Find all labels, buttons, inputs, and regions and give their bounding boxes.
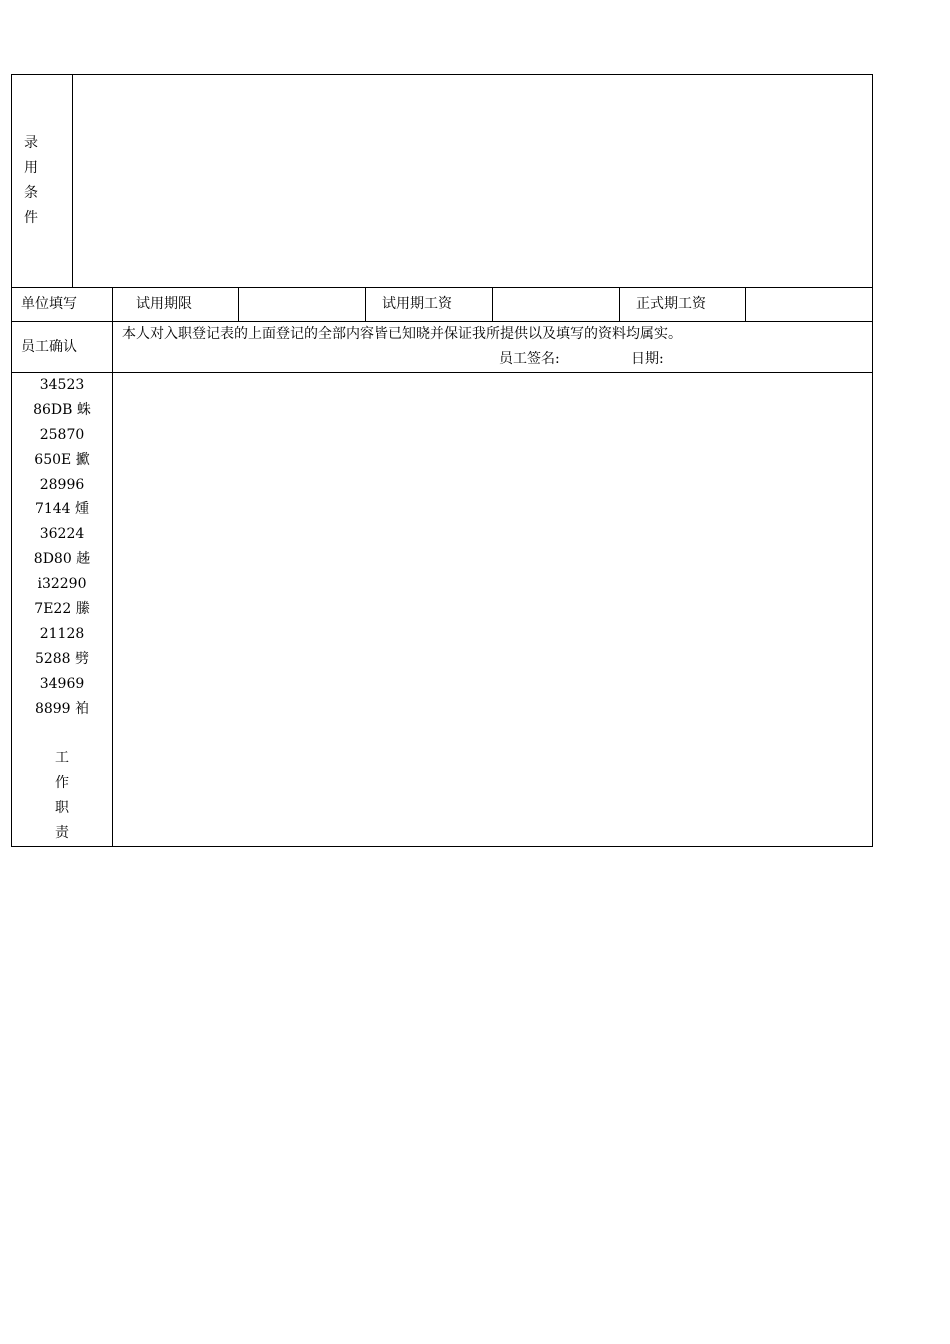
code-text: 36224 bbox=[39, 526, 85, 543]
code-text: 21128 bbox=[39, 625, 85, 642]
code-text: 7E22 縢 bbox=[34, 601, 90, 618]
col-divider bbox=[365, 287, 366, 321]
code-text: i32290 bbox=[37, 576, 87, 593]
code-text: 5288 劈 bbox=[34, 650, 90, 667]
hiring-conditions-field[interactable] bbox=[73, 75, 872, 286]
row-divider-1 bbox=[11, 287, 873, 288]
job-duties-char: 职 bbox=[55, 800, 69, 817]
probation-period-field[interactable] bbox=[240, 289, 364, 320]
col-divider bbox=[492, 287, 493, 321]
employee-confirm-label: 员工确认 bbox=[21, 339, 77, 355]
confirmation-statement: 本人对入职登记表的上面登记的全部内容皆已知晓并保证我所提供以及填写的资料均属实。 bbox=[122, 326, 682, 342]
code-text: 86DB 蛛 bbox=[33, 401, 91, 418]
job-duties-char: 工 bbox=[55, 750, 69, 767]
hiring-conditions-char: 条 bbox=[24, 185, 38, 201]
row-divider-3 bbox=[11, 372, 873, 373]
probation-salary-field[interactable] bbox=[494, 289, 618, 320]
probation-period-label: 试用期限 bbox=[136, 296, 192, 312]
col-divider bbox=[745, 287, 746, 321]
col-divider bbox=[619, 287, 620, 321]
signature-label: 员工签名: bbox=[499, 351, 560, 367]
row-divider-2 bbox=[11, 321, 873, 322]
code-text: 25870 bbox=[39, 426, 85, 443]
code-text: 8D80 趀 bbox=[33, 551, 91, 568]
date-label: 日期: bbox=[631, 351, 664, 367]
job-duties-label-column bbox=[12, 373, 112, 846]
code-text: 650E 擨 bbox=[34, 451, 90, 468]
code-text: 28996 bbox=[39, 476, 85, 493]
code-text: 34969 bbox=[39, 675, 85, 692]
job-duties-char: 责 bbox=[55, 825, 69, 842]
hiring-conditions-char: 用 bbox=[24, 160, 38, 176]
col-divider bbox=[112, 287, 113, 847]
job-duties-field[interactable] bbox=[114, 374, 872, 845]
code-text: 7144 煄 bbox=[34, 501, 90, 518]
col-divider bbox=[238, 287, 239, 321]
hiring-conditions-label bbox=[19, 131, 43, 231]
hiring-conditions-char: 件 bbox=[24, 210, 38, 226]
hiring-conditions-char: 录 bbox=[24, 135, 38, 151]
company-fill-label: 单位填写 bbox=[21, 296, 77, 312]
job-duties-char: 作 bbox=[55, 775, 69, 792]
regular-salary-label: 正式期工资 bbox=[636, 296, 706, 312]
code-text: 8899 袙 bbox=[34, 700, 90, 717]
probation-salary-label: 试用期工资 bbox=[382, 296, 452, 312]
code-text: 34523 bbox=[39, 377, 85, 393]
regular-salary-field[interactable] bbox=[747, 289, 871, 320]
